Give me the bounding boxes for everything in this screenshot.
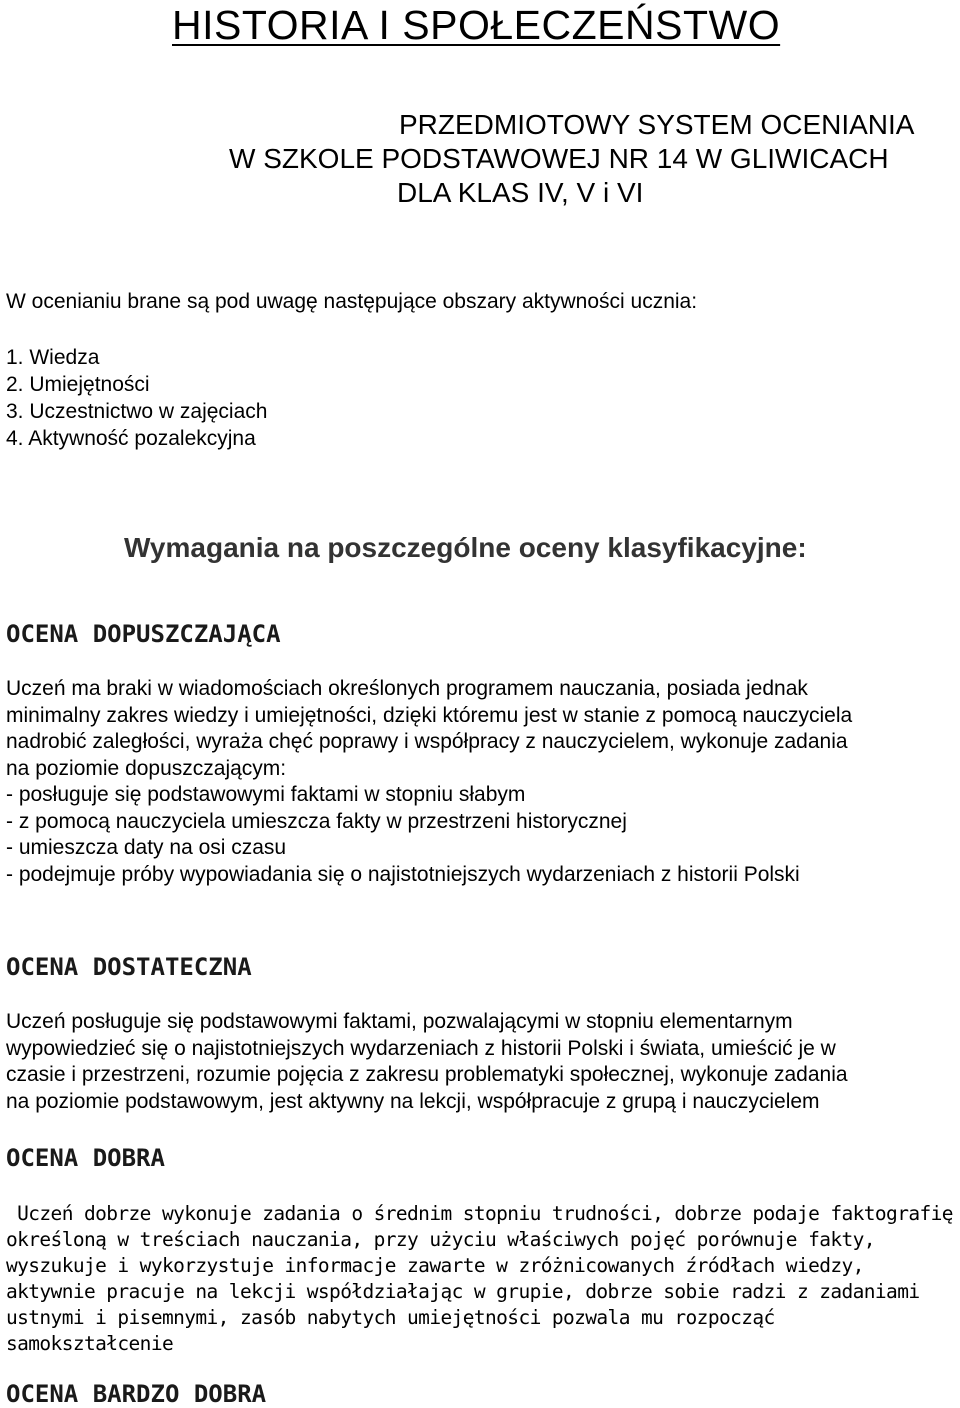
text-line: Uczeń ma braki w wiadomościach określonych programem nauczania, posiada jednak	[6, 677, 808, 700]
text-line: wypowiedzieć się o najistotniejszych wydarzeniach z historii Polski i świata, umieścić je w	[6, 1036, 836, 1060]
subheading-line: PRZEDMIOTOWY SYSTEM OCENIANIA	[399, 109, 915, 140]
text-line: czasie i przestrzeni, rozumie pojęcia z zakresu problematyki społecznej, wykonuje zadania	[6, 1063, 848, 1086]
document-title: HISTORIA I SPOŁECZEŃSTWO	[172, 2, 781, 48]
list-item: 4. Aktywność pozalekcyjna	[6, 427, 256, 450]
grade-description-dobra	[6, 1201, 956, 1357]
grade-heading-dopuszczajaca: OCENA DOPUSZCZAJĄCA	[6, 620, 281, 648]
requirements-heading: Wymagania na poszczególne oceny klasyfikacyjne:	[124, 532, 807, 563]
text-line: minimalny zakres wiedzy i umiejętności, dzięki któremu jest w stanie z pomocą nauczyciela	[6, 703, 853, 727]
text-line: - posługuje się podstawowymi faktami w stopniu słabym	[6, 783, 526, 806]
subheading-line: W SZKOLE PODSTAWOWEJ NR 14 W GLIWICACH	[229, 143, 889, 174]
text-line: - umieszcza daty na osi czasu	[6, 836, 287, 859]
text-line: Uczeń dobrze wykonuje zadania o średnim stopniu trudności, dobrze podaje faktografię	[6, 1202, 953, 1225]
grade-heading-dobra: OCENA DOBRA	[6, 1144, 165, 1172]
list-item: 3. Uczestnictwo w zajęciach	[6, 400, 268, 423]
text-line: Uczeń posługuje się podstawowymi faktami, pozwalającymi w stopniu elementarnym	[6, 1010, 793, 1033]
grade-description-dopuszczajaca	[6, 676, 956, 888]
grade-heading-dostateczna: OCENA DOSTATECZNA	[6, 953, 252, 981]
list-item: 1. Wiedza	[6, 346, 100, 369]
subheading-line: DLA KLAS IV, V i VI	[397, 177, 644, 208]
text-line: samokształcenie	[6, 1332, 174, 1355]
text-line: ustnymi i pisemnymi, zasób nabytych umiejętności pozwala mu rozpocząć	[6, 1306, 775, 1329]
text-line: na poziomie podstawowym, jest aktywny na lekcji, współpracuje z grupą i nauczycielem	[6, 1089, 820, 1113]
grade-description-dostateczna	[6, 1009, 956, 1115]
text-line: nadrobić zaległości, wyraża chęć poprawy i współpracy z nauczycielem, wykonuje zadania	[6, 730, 848, 753]
text-line: - podejmuje próby wypowiadania się o najistotniejszych wydarzeniach z historii Polski	[6, 862, 800, 886]
text-line: wyszukuje i wykorzystuje informacje zawarte w zróżnicowanych źródłach wiedzy,	[6, 1254, 864, 1277]
text-line: aktywnie pracuje na lekcji współdziałając w grupie, dobrze sobie radzi z zadaniami	[6, 1280, 920, 1303]
list-item: 2. Umiejętności	[6, 373, 150, 396]
text-line: - z pomocą nauczyciela umieszcza fakty w przestrzeni historycznej	[6, 809, 627, 833]
text-line: na poziomie dopuszczającym:	[6, 756, 287, 780]
activity-areas-list	[6, 344, 267, 452]
intro-paragraph: W ocenianiu brane są pod uwagę następujące obszary aktywności ucznia:	[6, 290, 698, 313]
grade-heading-bardzo-dobra: OCENA BARDZO DOBRA	[6, 1380, 267, 1408]
text-line: określoną w treściach nauczania, przy użyciu właściwych pojęć porównuje fakty,	[6, 1228, 875, 1251]
